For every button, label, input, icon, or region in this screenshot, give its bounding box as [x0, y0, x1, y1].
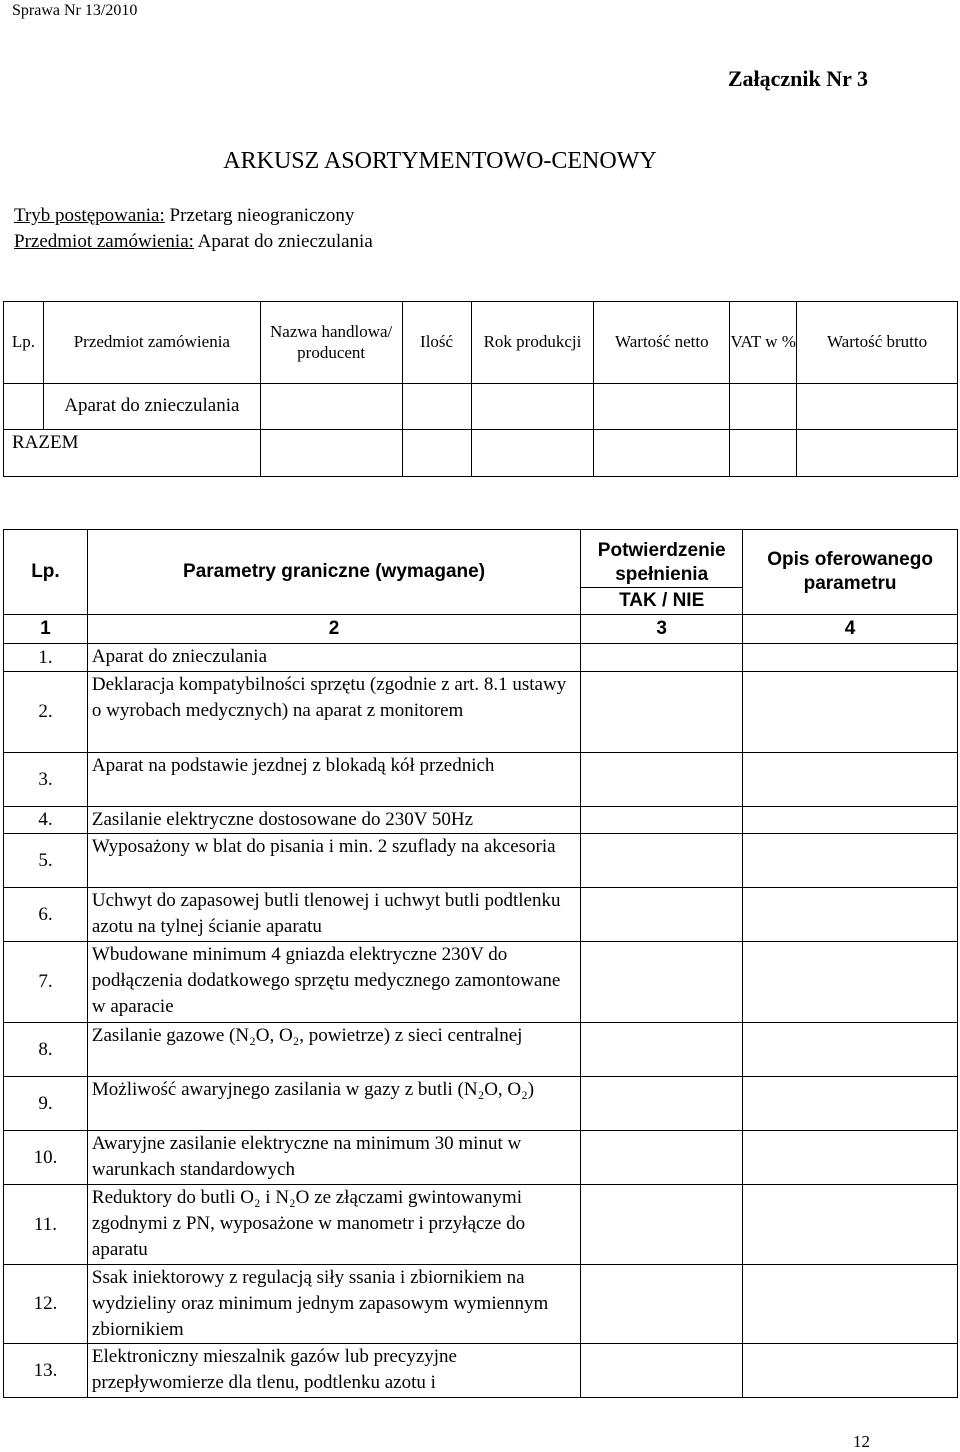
row-lp: 5.	[4, 834, 88, 888]
row-parameter: Zasilanie gazowe (N₂O, O₂, powietrze) z sieci centralnej	[87, 1023, 580, 1077]
row-parameter: Wbudowane minimum 4 gniazda elektryczne 230V do podłączenia dodatkowego sprzętu medycznego zamontowane w aparacie	[87, 942, 580, 1023]
procedure-mode-value: Przetarg nieograniczony	[169, 205, 355, 226]
price-total-vat	[730, 430, 797, 477]
row-confirm-cell	[581, 1131, 743, 1185]
row-confirm-cell	[581, 1265, 743, 1344]
row-parameter: Uchwyt do zapasowej butli tlenowej i uchwyt butli podtlenku azotu na tylnej ścianie aparatu	[87, 888, 580, 942]
case-number: Sprawa Nr 13/2010	[12, 2, 138, 19]
table-row	[4, 753, 958, 807]
params-header-description: Opis oferowanego parametru	[743, 530, 958, 615]
price-item-name: Aparat do znieczulania	[43, 384, 260, 430]
table-row	[4, 672, 958, 753]
price-total-gross	[797, 430, 958, 477]
row-description-cell	[743, 942, 958, 1023]
table-row	[4, 1077, 958, 1131]
row-lp: 6.	[4, 888, 88, 942]
row-confirm-cell	[581, 888, 743, 942]
row-parameter: Zasilanie elektryczne dostosowane do 230V 50Hz	[87, 807, 580, 834]
row-description-cell	[743, 1023, 958, 1077]
row-confirm-cell	[581, 1023, 743, 1077]
row-lp: 12.	[4, 1265, 88, 1344]
table-row	[4, 1131, 958, 1185]
price-cell-net	[594, 384, 730, 430]
row-confirm-cell	[581, 1077, 743, 1131]
row-confirm-cell	[581, 644, 743, 672]
row-description-cell	[743, 1265, 958, 1344]
row-confirm-cell	[581, 942, 743, 1023]
page-title: ARKUSZ ASORTYMENTOWO-CENOWY	[223, 148, 657, 174]
row-parameter: Reduktory do butli O₂ i N₂O ze złączami gwintowanymi zgodnymi z PN, wyposażone w manometr i przyłącze do aparatu	[87, 1185, 580, 1265]
row-lp: 7.	[4, 942, 88, 1023]
col-number-4: 4	[743, 615, 958, 644]
row-parameter: Aparat na podstawie jezdnej z blokadą kół przednich	[87, 753, 580, 807]
price-total-trade-name	[260, 430, 402, 477]
row-lp: 8.	[4, 1023, 88, 1077]
price-header-vat: VAT w %	[730, 302, 797, 384]
price-table	[3, 301, 958, 477]
row-confirm-cell	[581, 834, 743, 888]
price-cell-trade-name	[260, 384, 402, 430]
row-lp: 9.	[4, 1077, 88, 1131]
params-header-params: Parametry graniczne (wymagane)	[87, 530, 580, 615]
procedure-mode-label: Tryb postępowania:	[14, 205, 165, 226]
price-header-quantity: Ilość	[402, 302, 471, 384]
table-row	[4, 834, 958, 888]
price-header-net-value: Wartość netto	[594, 302, 730, 384]
col-number-2: 2	[87, 615, 580, 644]
annex-label: Załącznik Nr 3	[727, 66, 868, 91]
parameters-table	[3, 529, 958, 1398]
price-cell-year	[471, 384, 594, 430]
row-lp: 4.	[4, 807, 88, 834]
col-number-3: 3	[581, 615, 743, 644]
row-description-cell	[743, 1185, 958, 1265]
row-lp: 13.	[4, 1344, 88, 1398]
procedure-mode	[14, 205, 354, 227]
price-header-lp: Lp.	[4, 302, 44, 384]
price-header-subject: Przedmiot zamówienia	[43, 302, 260, 384]
row-lp: 1.	[4, 644, 88, 672]
row-lp: 2.	[4, 672, 88, 753]
order-subject-label: Przedmiot zamówienia:	[14, 231, 194, 252]
row-parameter: Wyposażony w blat do pisania i min. 2 szuflady na akcesoria	[87, 834, 580, 888]
price-total-net	[594, 430, 730, 477]
params-header-confirm: Potwierdzenie spełnienia	[581, 530, 743, 588]
row-parameter: Aparat do znieczulania	[87, 644, 580, 672]
table-row	[4, 1265, 958, 1344]
price-cell-quantity	[402, 384, 471, 430]
table-row	[4, 942, 958, 1023]
table-row	[4, 644, 958, 672]
price-cell-lp	[4, 384, 44, 430]
price-header-trade-name: Nazwa handlowa/ producent	[260, 302, 402, 384]
row-lp: 3.	[4, 753, 88, 807]
page-number: 12	[853, 1432, 870, 1451]
row-parameter: Elektroniczny mieszalnik gazów lub precyzyjne przepływomierze dla tlenu, podtlenku azotu i	[87, 1344, 580, 1398]
table-row	[4, 807, 958, 834]
row-description-cell	[743, 1077, 958, 1131]
price-header-gross-value: Wartość brutto	[797, 302, 958, 384]
row-confirm-cell	[581, 672, 743, 753]
row-parameter: Możliwość awaryjnego zasilania w gazy z butli (N₂O, O₂)	[87, 1077, 580, 1131]
row-description-cell	[743, 807, 958, 834]
price-cell-vat	[730, 384, 797, 430]
row-confirm-cell	[581, 1185, 743, 1265]
price-cell-gross	[797, 384, 958, 430]
row-description-cell	[743, 1344, 958, 1398]
row-lp: 11.	[4, 1185, 88, 1265]
price-total-label: RAZEM	[4, 430, 261, 477]
params-header-taknie: TAK / NIE	[581, 588, 743, 615]
params-header-lp: Lp.	[4, 530, 88, 615]
row-parameter: Deklaracja kompatybilności sprzętu (zgodnie z art. 8.1 ustawy o wyrobach medycznych) na aparat z monitorem	[87, 672, 580, 753]
row-confirm-cell	[581, 807, 743, 834]
row-description-cell	[743, 888, 958, 942]
order-subject-value: Aparat do znieczulania	[197, 231, 373, 252]
row-description-cell	[743, 644, 958, 672]
table-row	[4, 1023, 958, 1077]
order-subject	[14, 231, 373, 253]
table-row	[4, 888, 958, 942]
row-parameter: Ssak iniektorowy z regulacją siły ssania i zbiornikiem na wydzieliny oraz minimum jednym zapasowym wymiennym zbiornikiem	[87, 1265, 580, 1344]
row-description-cell	[743, 753, 958, 807]
price-total-year	[471, 430, 594, 477]
table-row	[4, 1344, 958, 1398]
row-description-cell	[743, 834, 958, 888]
row-description-cell	[743, 672, 958, 753]
row-lp: 10.	[4, 1131, 88, 1185]
row-confirm-cell	[581, 1344, 743, 1398]
row-parameter: Awaryjne zasilanie elektryczne na minimum 30 minut w warunkach standardowych	[87, 1131, 580, 1185]
table-row	[4, 1185, 958, 1265]
row-description-cell	[743, 1131, 958, 1185]
price-header-production-year: Rok produkcji	[471, 302, 594, 384]
row-confirm-cell	[581, 753, 743, 807]
price-total-quantity	[402, 430, 471, 477]
col-number-1: 1	[4, 615, 88, 644]
